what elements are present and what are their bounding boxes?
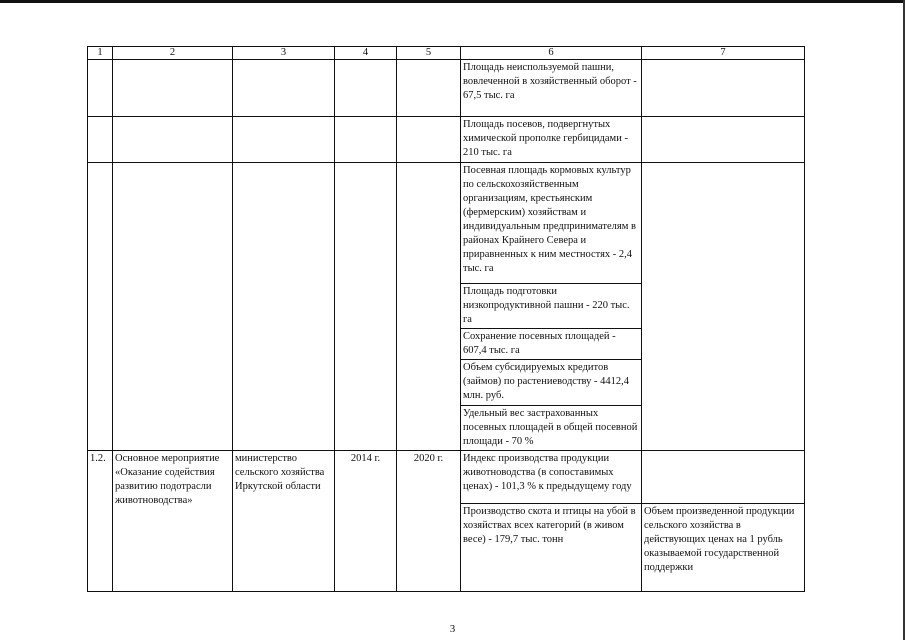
indicator-cell: Посевная площадь кормовых культур по сельскохозяйственным организациям, крестьянским (фермерским) хозяйствам и индивидуальным предпринимателям в районах Крайнего Севера и приравненных к ним местностях - 2,4 тыс. га — [461, 163, 642, 284]
indicator-cell: Сохранение посевных площадей - 607,4 тыс. га — [461, 329, 642, 360]
page-number: 3 — [449, 623, 456, 635]
table-row-1-2 — [88, 451, 805, 504]
column-number: 2 — [113, 47, 233, 60]
end-year-cell: 2020 г. — [397, 451, 461, 592]
scan-edge-top — [0, 0, 905, 3]
table-row — [88, 60, 805, 117]
column-number: 6 — [461, 47, 642, 60]
indicator-cell: Площадь неиспользуемой пашни, вовлеченной в хозяйственный оборот - 67,5 тыс. га — [461, 60, 642, 117]
column-number: 1 — [88, 47, 113, 60]
indicator-cell: Площадь подготовки низкопродуктивной пашни - 220 тыс. га — [461, 284, 642, 329]
column-number: 5 — [397, 47, 461, 60]
indicator-cell: Объем субсидируемых кредитов (займов) по растениеводству - 4412,4 млн. руб. — [461, 360, 642, 406]
indicator-cell: Индекс производства продукции животноводства (в сопоставимых ценах) - 101,3 % к предыдущему году — [461, 451, 642, 504]
column-number: 3 — [233, 47, 335, 60]
column-number: 4 — [335, 47, 397, 60]
column-number-row — [88, 47, 805, 60]
start-year-cell: 2014 г. — [335, 451, 397, 592]
row-number: 1.2. — [88, 451, 113, 592]
table-row — [88, 117, 805, 163]
indicator-cell: Производство скота и птицы на убой в хозяйствах всех категорий (в живом весе) - 179,7 тыс. тонн — [461, 504, 642, 592]
program-table — [87, 46, 805, 592]
indicator-cell: Площадь посевов, подвергнутых химической прополке гербицидами - 210 тыс. га — [461, 117, 642, 163]
table-row — [88, 163, 805, 284]
target-indicator-cell: Объем произведенной продукции сельского хозяйства в действующих ценах на 1 рубль оказываемой государственной поддержки — [642, 504, 805, 592]
activity-cell: Основное мероприятие «Оказание содействия развитию подотрасли животноводства» — [113, 451, 233, 592]
indicator-cell: Удельный вес застрахованных посевных площадей в общей посевной площади - 70 % — [461, 406, 642, 451]
executor-cell: министерство сельского хозяйства Иркутской области — [233, 451, 335, 592]
column-number: 7 — [642, 47, 805, 60]
